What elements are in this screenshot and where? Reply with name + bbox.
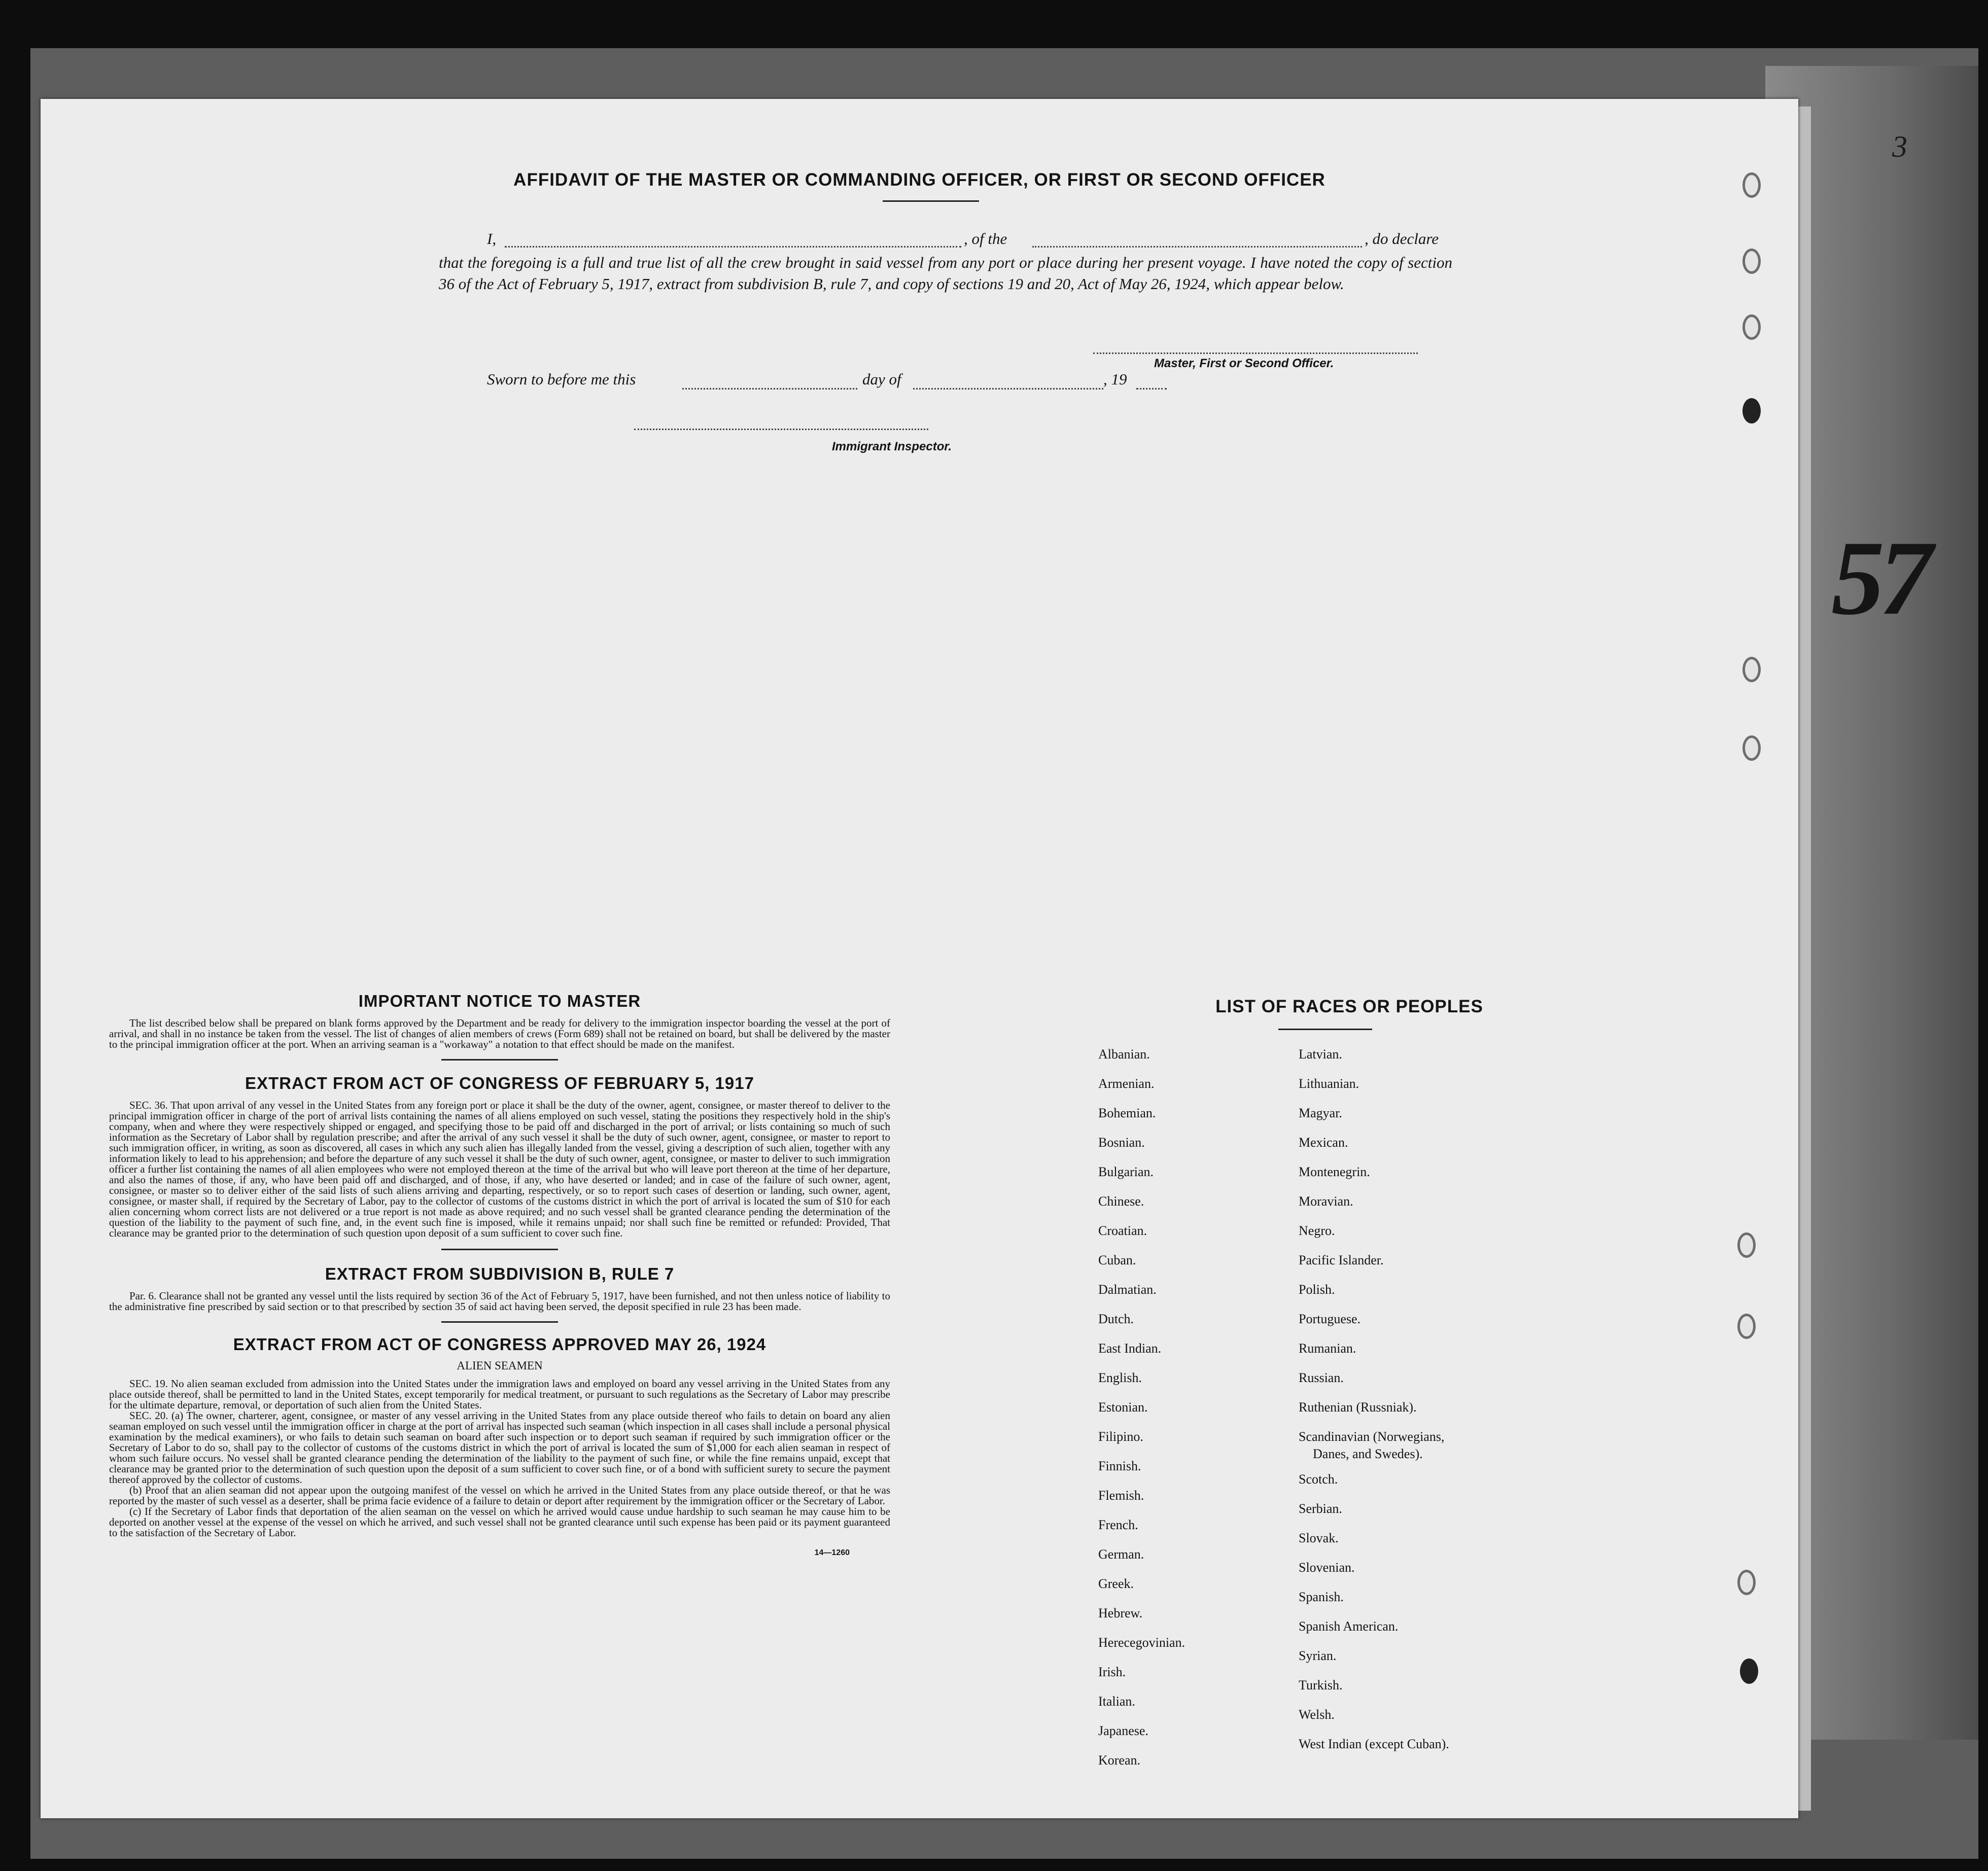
race-item: Estonian. (1098, 1400, 1148, 1415)
master-signature-line[interactable] (1093, 352, 1418, 354)
race-item: Montenegrin. (1299, 1164, 1370, 1179)
affidavit-title: AFFIDAVIT OF THE MASTER OR COMMANDING OFFICER, OR FIRST OR SECOND OFFICER (513, 170, 1326, 190)
race-item: Dalmatian. (1098, 1282, 1157, 1297)
sworn-before-text: Sworn to before me this (487, 370, 636, 388)
title-underline (883, 200, 979, 202)
races-title-underline (1278, 1029, 1372, 1030)
race-item: Spanish. (1299, 1590, 1344, 1604)
notice-title: IMPORTANT NOTICE TO MASTER (358, 992, 641, 1010)
race-item: Scandinavian (Norwegians, (1299, 1429, 1445, 1444)
affidavit-body: that the foregoing is a full and true list of all the crew brought in said vessel from any port or place during her present voyage. I have noted the copy of section 36 of the Act of February 5, 1917, extract from subdivision B, rule 7, and copy of sections 19 and 20, Act of May 26, 1924, which appear below. (439, 254, 1452, 293)
race-item: Scotch. (1299, 1472, 1338, 1487)
inspector-signature-line[interactable] (634, 429, 928, 430)
race-item: Russian. (1299, 1370, 1344, 1385)
race-item: Filipino. (1098, 1429, 1143, 1444)
race-item: Negro. (1299, 1223, 1335, 1238)
sworn-month-blank[interactable] (913, 388, 1103, 390)
race-item: Mexican. (1299, 1135, 1348, 1150)
race-item: Pacific Islander. (1299, 1253, 1384, 1267)
races-left-column (1098, 1040, 1185, 1775)
race-item: Moravian. (1299, 1194, 1353, 1209)
sworn-day-blank[interactable] (682, 388, 857, 390)
race-item-continued: Danes, and Swedes). (1313, 1446, 1423, 1461)
alien-seamen-subtitle: ALIEN SEAMEN (457, 1359, 543, 1372)
race-item: Syrian. (1299, 1648, 1337, 1663)
race-item: Slovak. (1299, 1531, 1339, 1545)
binder-hole (1740, 1658, 1758, 1684)
master-signature-label: Master, First or Second Officer. (1154, 357, 1334, 370)
affidavit-do-declare: , do declare (1365, 230, 1439, 248)
race-item: Polish. (1299, 1282, 1335, 1297)
race-item: Cuban. (1098, 1253, 1136, 1267)
sec-19-text: SEC. 19. No alien seaman excluded from admission into the United States under the immigration laws and employed on board any vessel arriving in the United States from any place outside thereof, shall be permitted to land in the United States, except temporarily for medical treatment, or pursuant to such regulations as the Secretary of Labor may prescribe for the ultimate departure, removal, or deportation of such alien from the United States. (109, 1378, 890, 1411)
race-item: Bohemian. (1098, 1106, 1156, 1120)
race-item: Bosnian. (1098, 1135, 1145, 1150)
race-item: Herecegovinian. (1098, 1635, 1185, 1650)
legal-text-column (109, 992, 890, 1558)
year-prefix: , 19 (1103, 370, 1127, 388)
form-number: 14—1260 (814, 1548, 850, 1557)
races-right-column (1299, 1040, 1449, 1759)
race-item: Armenian. (1098, 1076, 1155, 1091)
affidavit-of-the: , of the (964, 230, 1007, 248)
race-item: Japanese. (1098, 1723, 1148, 1738)
name-blank[interactable] (505, 246, 961, 248)
form-page (41, 99, 1798, 1818)
race-item: Bulgarian. (1098, 1164, 1154, 1179)
race-item: Spanish American. (1299, 1619, 1399, 1634)
race-item: German. (1098, 1547, 1144, 1562)
handwritten-number: 57 (1831, 519, 1928, 637)
race-item: Lithuanian. (1299, 1076, 1359, 1091)
page-edge (1798, 107, 1811, 1811)
handwritten-mark: 3 (1892, 130, 1907, 163)
extract-rule7-title: EXTRACT FROM SUBDIVISION B, RULE 7 (325, 1264, 675, 1283)
race-item: Dutch. (1098, 1312, 1134, 1326)
race-item: Greek. (1098, 1576, 1134, 1591)
inspector-label: Immigrant Inspector. (832, 440, 952, 453)
race-item: Rumanian. (1299, 1341, 1356, 1356)
extract-1917-title: EXTRACT FROM ACT OF CONGRESS OF FEBRUARY 5, 1917 (245, 1074, 754, 1092)
race-item: Finnish. (1098, 1459, 1141, 1473)
race-item: Portuguese. (1299, 1312, 1361, 1326)
binder-hole (1742, 657, 1761, 682)
extract-1917-divider (441, 1249, 558, 1250)
race-item: Magyar. (1299, 1106, 1342, 1120)
race-item: Croatian. (1098, 1223, 1147, 1238)
race-item: Serbian. (1299, 1501, 1342, 1516)
binder-hole (1737, 1570, 1756, 1595)
extract-rule7-text: Par. 6. Clearance shall not be granted any vessel until the lists required by section 36 of the Act of February 5, 1917, have been furnished, and not then unless notice of liability to the administrative fine prescribed by said section or to that prescribed by section 35 of said act having been served, the deposit specified in rule 23 has been made. (109, 1290, 890, 1313)
extract-1917-text: SEC. 36. That upon arrival of any vessel in the United States from any foreign port or place it shall be the duty of the owner, agent, consignee, or master thereof to deliver to the principal immigration officer in charge of the port of arrival lists containing the names of all aliens employed on such vessel, stating the positions they respectively hold in the ship's company, when and where they were respectively shipped or engaged, and specifying those to be paid off and discharged in the port of arrival; or lists containing so much of such information as the Secretary of Labor shall by regulation prescribe; and after the arrival of any such vessel it shall be the duty of such owner, agent, consignee, or master to report to such immigration officer, in writing, as soon as discovered, all cases in which any such alien has illegally landed from the vessel, giving a description of such alien, together with any information likely to lead to his apprehension; and before the departure of any such vessel it shall be the duty of such owner, agent, consignee, or master to deliver to such immigration officer a further list containing the names of all alien employees who were not employed thereon at the time of the arrival but who will leave port thereon at the time of her departure, and also the names of those, if any, who have been paid off and discharged, and of those, if any, who have deserted or landed; and in case of the failure of such owner, agent, consignee, or master so to deliver either of the said lists of such aliens arriving and departing, respectively, or so to report such cases of desertion or landing, such owner, agent, consignee, or master shall, if required by the Secretary of Labor, pay to the collector of customs of the customs district in which the port of arrival is located the sum of $10 for each alien concerning whom correct lists are not delivered or a true report is not made as above required; and no such vessel shall be granted clearance pending the determination of the question of the liability to the payment of such fine, and, in the event such fine is imposed, while it remains unpaid; nor shall such fine be remitted or refunded: Provided, That clearance may be granted prior to the determination of such question upon deposit of a sum sufficient to cover such fine. (109, 1099, 890, 1239)
sworn-year-blank[interactable] (1136, 388, 1167, 390)
sec-20b-text: (b) Proof that an alien seaman did not appear upon the outgoing manifest of the vessel on which he arrived in the United States from any place outside thereof, or that he was reported by the master of such vessel as a deserter, shall be prima facie evidence of a failure to detain or deport after requirement by the immigration officer or the Secretary of Labor. (109, 1484, 890, 1507)
race-item: Ruthenian (Russniak). (1299, 1400, 1417, 1415)
binder-hole (1737, 1314, 1756, 1339)
race-item: Latvian. (1299, 1047, 1342, 1062)
binder-hole (1742, 398, 1761, 423)
races-title: LIST OF RACES OR PEOPLES (1215, 997, 1483, 1016)
race-item: Flemish. (1098, 1488, 1144, 1503)
extract-1924-title: EXTRACT FROM ACT OF CONGRESS APPROVED MAY 26, 1924 (233, 1335, 766, 1354)
race-item: Korean. (1098, 1753, 1141, 1768)
sec-20a-text: SEC. 20. (a) The owner, charterer, agent, consignee, or master of any vessel arriving in the United States from any place outside thereof who fails to detain on board any alien seaman employed on such vessel until the immigration officer in charge at the port of arrival has inspected such seaman (which inspection in all cases shall include a personal physical examination by the medical examiners), or who fails to detain such seaman on board after such inspection or to deport such seaman if required by such immigration officer or the Secretary of Labor to do so, shall pay to the collector of customs of the customs district in which the port of arrival is located the sum of $1,000 for each alien seaman in respect of whom such failure occurs. No vessel shall be granted clearance pending the determination of the liability to the payment of such fine, or while the fine remains unpaid, except that clearance may be granted prior to the determination of such question upon the deposit of a sum sufficient to cover such fine, or of a bond with sufficient surety to secure the payment thereof approved by the collector of customs. (109, 1409, 890, 1486)
binder-hole (1742, 314, 1761, 340)
race-item: Hebrew. (1098, 1606, 1143, 1620)
sec-20c-text: (c) If the Secretary of Labor finds that deportation of the alien seaman on the vessel on which he arrived would cause undue hardship to such seaman he may cause him to be deported on another vessel at the expense of the vessel on which he arrived, and such vessel shall not be granted clearance until such expense has been paid or its payment guaranteed to the satisfaction of the Secretary of Labor. (109, 1505, 890, 1539)
race-item: East Indian. (1098, 1341, 1162, 1356)
day-of-text: day of (862, 370, 901, 388)
race-item: Turkish. (1299, 1678, 1343, 1692)
race-item: Chinese. (1098, 1194, 1144, 1209)
race-item: Albanian. (1098, 1047, 1150, 1062)
notice-divider (441, 1059, 558, 1061)
binder-hole (1742, 735, 1761, 761)
binder-hole (1742, 172, 1761, 198)
race-item: Welsh. (1299, 1707, 1335, 1722)
race-item: French. (1098, 1517, 1138, 1532)
race-item: Irish. (1098, 1665, 1126, 1679)
binder-hole (1742, 249, 1761, 274)
extract-rule7-divider (441, 1321, 558, 1323)
race-item: Italian. (1098, 1694, 1135, 1709)
race-item: Slovenian. (1299, 1560, 1355, 1575)
notice-text: The list described below shall be prepared on blank forms approved by the Department and be ready for delivery to the immigration inspector boarding the vessel at the port of arrival, and shall in no instance be taken from the vessel. The list of changes of alien members of crews (Form 689) shall not be retained on board, but shall be delivered by the master to the principal immigration officer at the port. When an arriving seaman is a "workaway" a notation to that effect should be made on the manifest. (109, 1017, 890, 1050)
race-item: West Indian (except Cuban). (1299, 1737, 1449, 1751)
affidavit-i: I, (487, 230, 497, 248)
vessel-blank[interactable] (1032, 246, 1362, 248)
race-item: English. (1098, 1370, 1142, 1385)
binder-hole (1737, 1232, 1756, 1258)
